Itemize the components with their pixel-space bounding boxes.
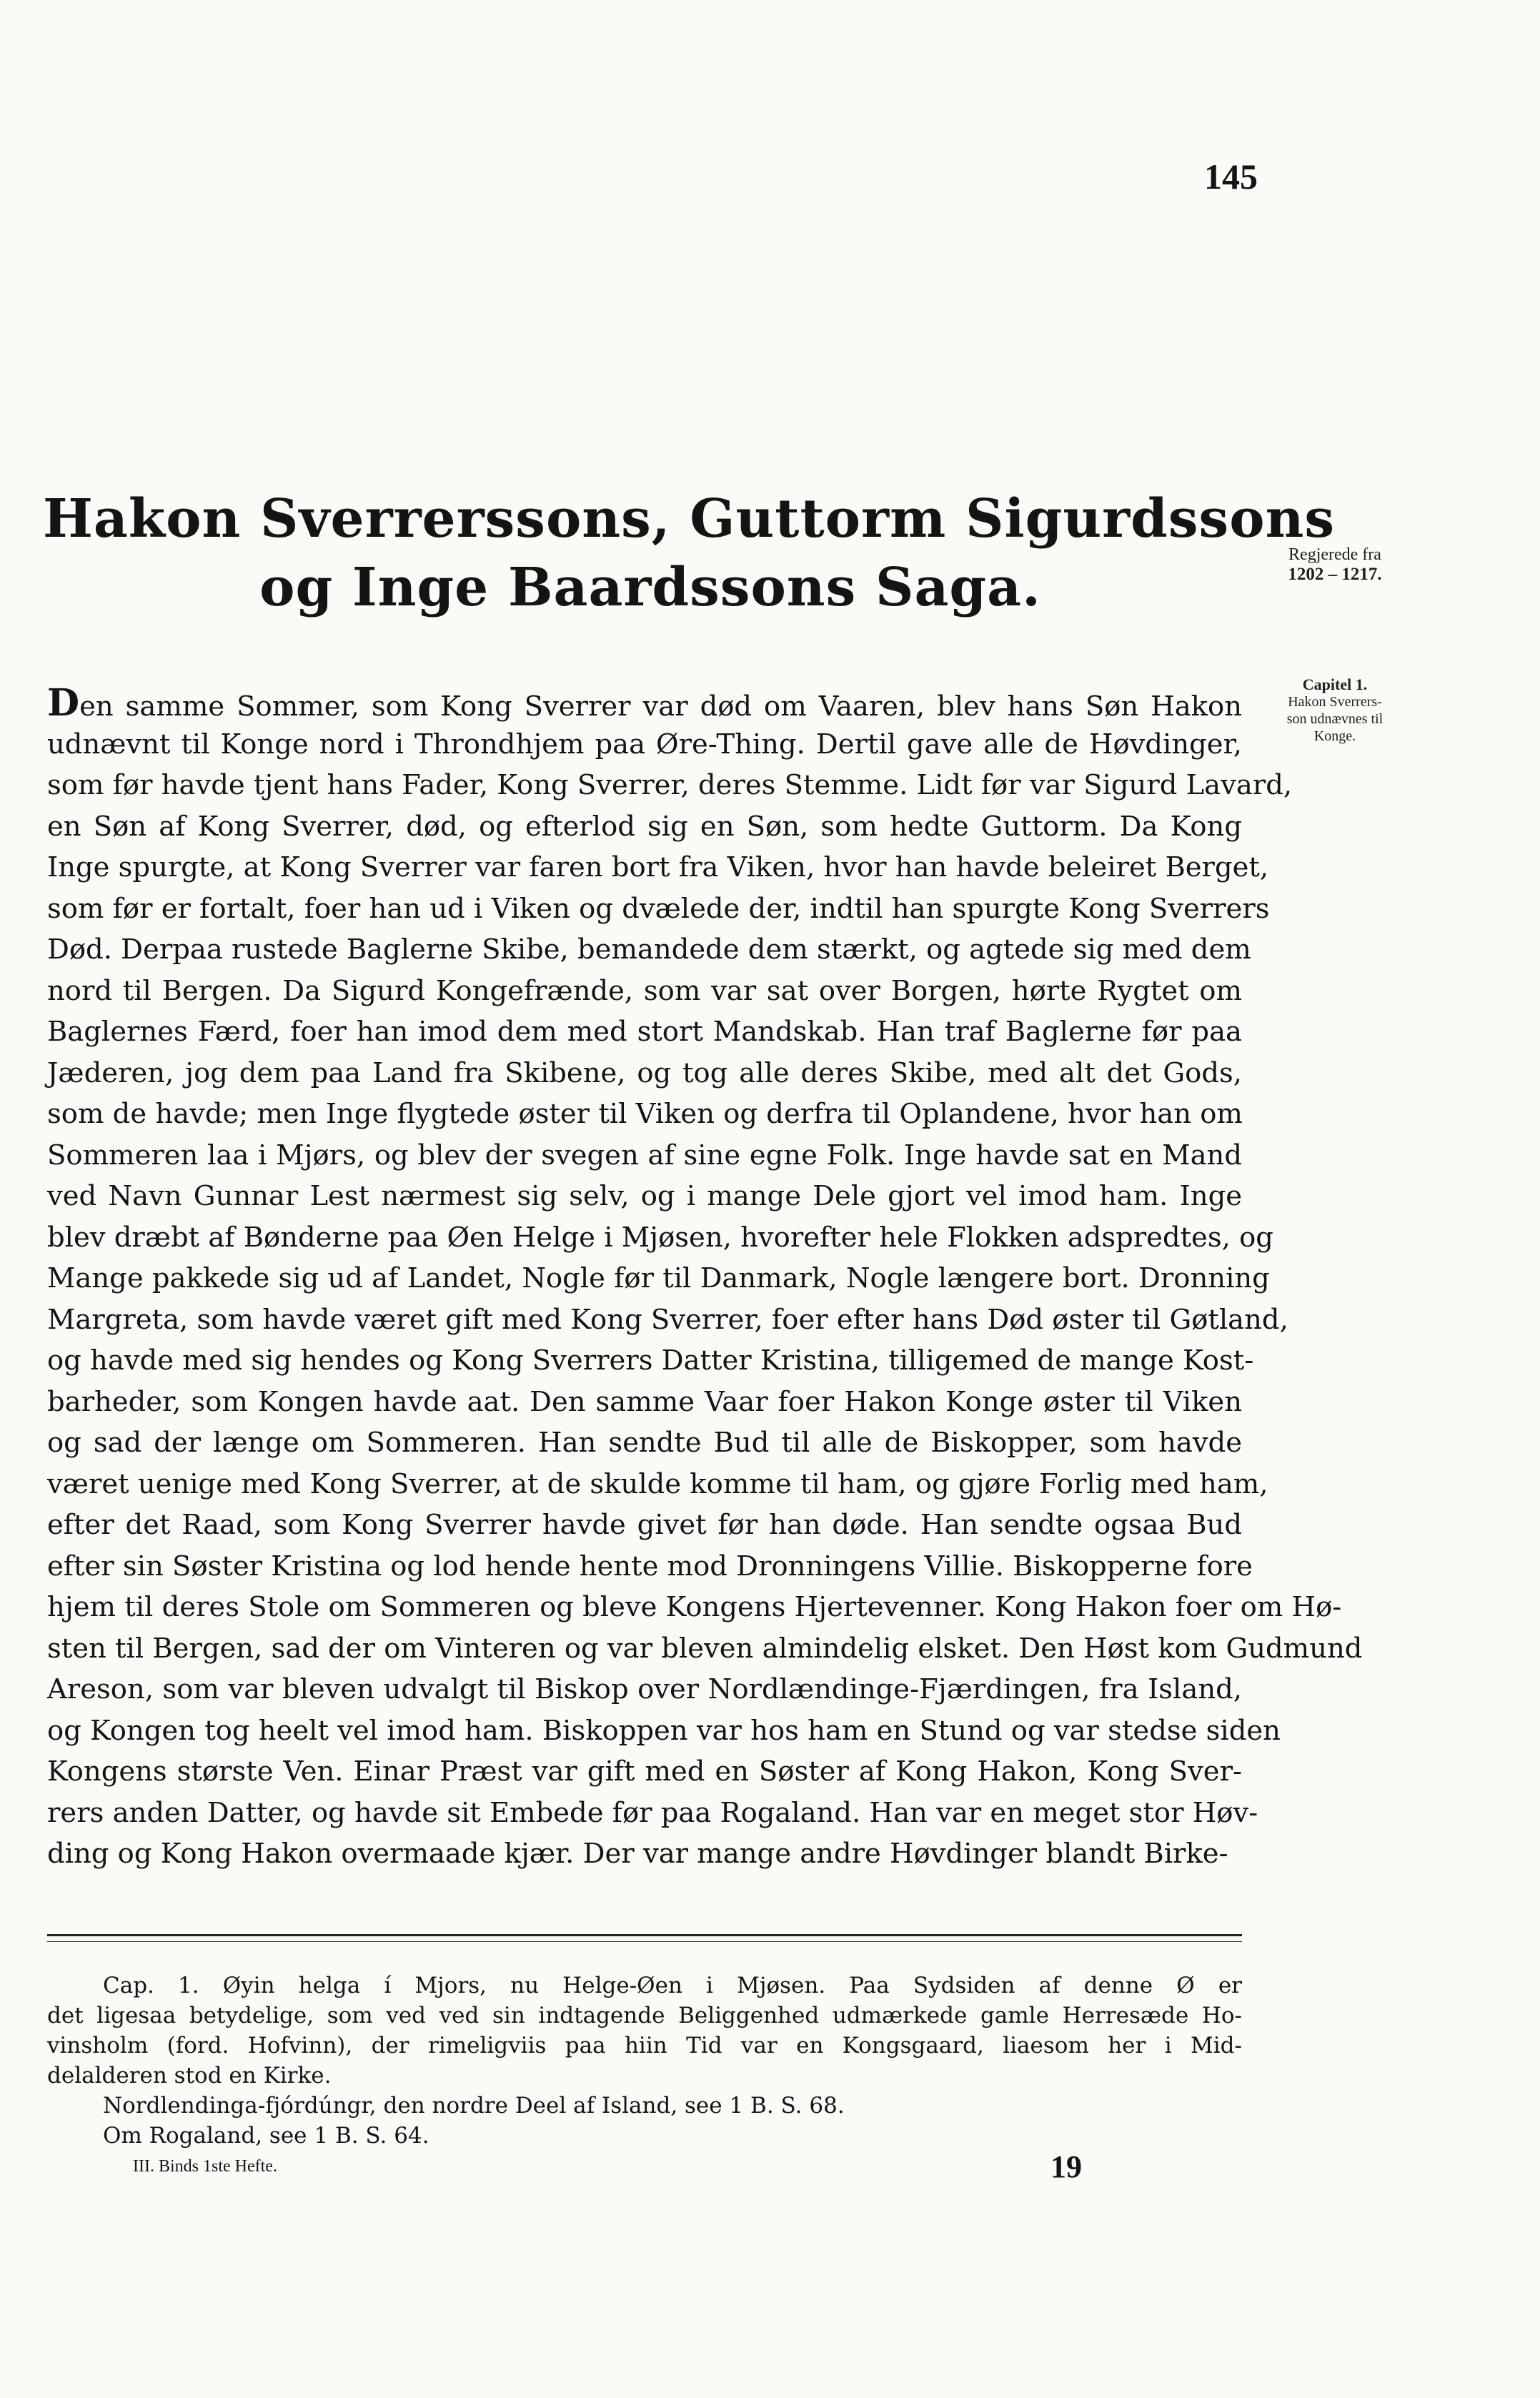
reign-margin-note	[1263, 545, 1406, 585]
chapter-note-line: Konge.	[1313, 728, 1356, 744]
text-line: som før er fortalt, foer han ud i Viken og dvælede der, indtil han spurgte Kong Sverrers	[47, 892, 1270, 925]
text-line: udnævnt til Konge nord i Throndhjem paa Øre-Thing. Dertil gave alle de Høvdinger,	[47, 728, 1242, 760]
footnote-line: delalderen stod en Kirke.	[47, 2063, 332, 2089]
text-line: og sad der længe om Sommeren. Han sendte Bud til alle de Biskopper, som havde	[47, 1427, 1242, 1459]
footnote-line: vinsholm (ford. Hofvinn), der rimeligviis paa hiin Tid var en Kongsgaard, liaesom her i Mid-	[47, 2033, 1242, 2058]
text-line: Død. Derpaa rustede Baglerne Skibe, bemandede dem stærkt, og agtede sig med dem	[47, 933, 1251, 966]
text-line: nord til Bergen. Da Sigurd Kongefrænde, som var sat over Borgen, hørte Rygtet om	[47, 974, 1242, 1007]
footnote-divider	[47, 1941, 1242, 1942]
footnote-line: Cap. 1. Øyin helga í Mjors, nu Helge-Øen i Mjøsen. Paa Sydsiden af denne Ø er	[103, 1973, 1242, 1998]
text-line: Sommeren laa i Mjørs, og blev der svegen af sine egne Folk. Inge havde sat en Mand	[47, 1139, 1242, 1171]
footnote-line: det ligesaa betydelige, som ved ved sin indtagende Beliggenhed udmærkede gamle Herresæde Ho-	[47, 2003, 1242, 2028]
text-line: Margreta, som havde været gift med Kong Sverrer, foer efter hans Død øster til Gøtland,	[47, 1303, 1288, 1336]
text-line: blev dræbt af Bønderne paa Øen Helge i Mjøsen, hvorefter hele Flokken adspredtes, og	[47, 1221, 1273, 1254]
text-line: Baglernes Færd, foer han imod dem med stort Mandskab. Han traf Baglerne før paa	[47, 1016, 1242, 1048]
chapter-note-line: son udnævnes til	[1286, 711, 1383, 727]
title-line: Hakon Sverrerssons, Guttorm Sigurdssons	[43, 488, 1336, 550]
drop-cap: D	[47, 681, 80, 725]
text-line: rers anden Datter, og havde sit Embede før paa Rogaland. Han var en meget stor Høv-	[47, 1796, 1258, 1829]
page-number: 145	[1204, 157, 1258, 197]
chapter-note-heading: Capitel 1.	[1302, 675, 1368, 693]
text-line: sten til Bergen, sad der om Vinteren og var bleven almindelig elsket. Den Høst kom Gudmund	[47, 1632, 1363, 1665]
text-line: Inge spurgte, at Kong Sverrer var faren bort fra Viken, hvor han havde beleiret Berget,	[47, 851, 1269, 883]
text-line: som de havde; men Inge flygtede øster til Viken og derfra til Oplandene, hvor han om	[47, 1098, 1243, 1130]
text-line: Areson, som var bleven udvalgt til Biskop over Nordlændinge-Fjærdingen, fra Island,	[47, 1673, 1242, 1705]
text-line: Kongens største Ven. Einar Præst var gift med en Søster af Kong Hakon, Kong Sver-	[47, 1755, 1242, 1788]
signature-number: 19	[1050, 2149, 1082, 2184]
text-line: og Kongen tog heelt vel imod ham. Biskoppen var hos ham en Stund og var stedse siden	[47, 1714, 1281, 1747]
text-line: været uenige med Kong Sverrer, at de skulde komme til ham, og gjøre Forlig med ham,	[47, 1467, 1268, 1500]
chapter-margin-note	[1263, 676, 1406, 745]
text-line: barheder, som Kongen havde aat. Den samme Vaar foer Hakon Konge øster til Viken	[47, 1385, 1242, 1418]
title-line: og Inge Baardssons Saga.	[259, 557, 1041, 618]
footnote-line: Nordlendinga-fjórdúngr, den nordre Deel af Island, see 1 B. S. 68.	[103, 2093, 845, 2119]
text-line: efter det Raad, som Kong Sverrer havde givet før han døde. Han sendte ogsaa Bud	[47, 1509, 1242, 1541]
text-line: Mange pakkede sig ud af Landet, Nogle før til Danmark, Nogle længere bort. Dronning	[47, 1262, 1270, 1294]
footnote-line: Om Rogaland, see 1 B. S. 64.	[103, 2123, 429, 2149]
text-line: en Søn af Kong Sverrer, død, og efterlod sig en Søn, som hedte Guttorm. Da Kong	[47, 810, 1242, 843]
footnote-divider	[47, 1934, 1242, 1936]
chapter-note-line: Hakon Sverrers-	[1288, 694, 1382, 710]
text-line: og havde med sig hendes og Kong Sverrers Datter Kristina, tilligemed de mange Kost-	[47, 1344, 1254, 1377]
text-line: hjem til deres Stole om Sommeren og bleve Kongens Hjertevenner. Kong Hakon foer om Hø-	[47, 1591, 1342, 1623]
text-line: efter sin Søster Kristina og lod hende hente mod Dronningens Villie. Biskopperne fore	[47, 1550, 1253, 1582]
text-line: ved Navn Gunnar Lest nærmest sig selv, og i mange Dele gjort vel imod ham. Inge	[47, 1180, 1242, 1212]
text-line: ding og Kong Hakon overmaade kjær. Der var mange andre Høvdinger blandt Birke-	[47, 1838, 1228, 1870]
footnotes	[47, 1971, 1242, 2151]
reign-note-label: Regjerede fra	[1288, 545, 1381, 564]
volume-signature: III. Binds 1ste Hefte.	[133, 2157, 277, 2176]
text-line: Jæderen, jog dem paa Land fra Skibene, og tog alle deres Skibe, med alt det Gods,	[47, 1056, 1242, 1089]
text-line: som før havde tjent hans Fader, Kong Sverrer, deres Stemme. Lidt før var Sigurd Lavard,	[47, 769, 1293, 801]
reign-note-years: 1202 – 1217.	[1288, 565, 1382, 584]
text-line: Den samme Sommer, som Kong Sverrer var død om Vaaren, blev hans Søn Hakon	[47, 681, 1242, 725]
